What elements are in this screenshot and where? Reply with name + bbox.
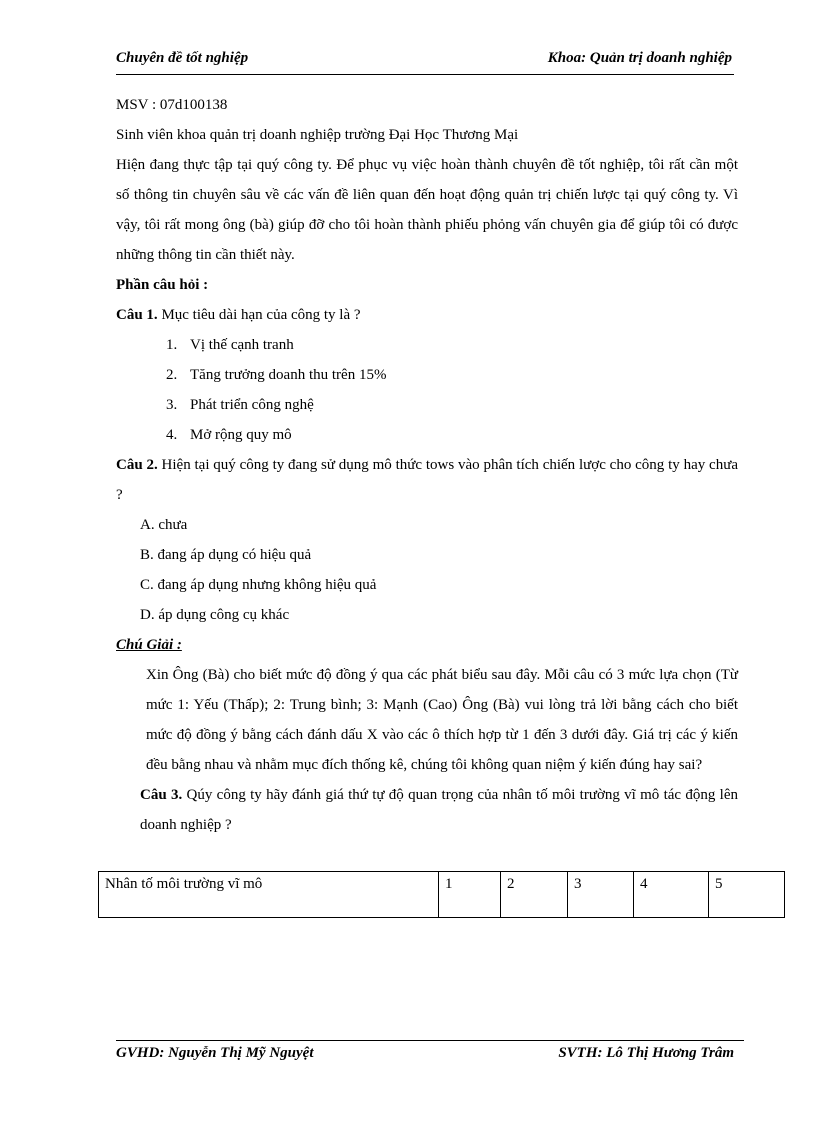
question-1-label: Câu 1. xyxy=(116,307,158,323)
table-header-factor: Nhân tố môi trường vĩ mô xyxy=(99,872,439,918)
rating-table xyxy=(98,871,785,918)
document-body xyxy=(116,90,738,840)
page-footer xyxy=(116,1040,744,1071)
table-header-2: 2 xyxy=(501,872,568,918)
option-a: A. chưa xyxy=(140,517,188,533)
question-1 xyxy=(116,300,738,330)
footer-advisor: GVHD: Nguyễn Thị Mỹ Nguyệt xyxy=(116,1045,314,1061)
question-3 xyxy=(116,780,738,840)
header-right-title: Khoa: Quản trị doanh nghiệp xyxy=(547,50,732,66)
student-id: MSV : 07d100138 xyxy=(116,97,228,113)
list-item: 1. Vị thế cạnh tranh xyxy=(166,337,294,353)
option-c: C. đang áp dụng nhưng không hiệu quả xyxy=(140,577,377,593)
header-left-title: Chuyên đề tốt nghiệp xyxy=(116,50,249,66)
intro-paragraph: Hiện đang thực tập tại quý công ty. Để phục vụ việc hoàn thành chuyên đề tốt nghiệp, tôi rất cần một số thông tin chuyên sâu về các vấn đề liên quan đến hoạt động quản trị chiến lược tại quý công ty. Vì vậy, tôi rất mong ông (bà) giúp đỡ cho tôi hoàn thành phiếu phỏng vấn chuyên gia để giúp tôi có được những thông tin cần thiết này. xyxy=(116,157,738,263)
table-row xyxy=(99,872,785,918)
page-header xyxy=(116,46,734,75)
question-2-text: Hiện tại quý công ty đang sử dụng mô thức tows vào phân tích chiến lược cho công ty hay chưa ? xyxy=(116,457,738,503)
table-header-5: 5 xyxy=(709,872,785,918)
question-2-label: Câu 2. xyxy=(116,457,158,473)
question-1-list xyxy=(116,330,738,450)
note-text: Xin Ông (Bà) cho biết mức độ đồng ý qua các phát biểu sau đây. Mỗi câu có 3 mức lựa chọn (Từ mức 1: Yếu (Thấp); 2: Trung bình; 3: Mạnh (Cao) Ông (Bà) vui lòng trả lời bằng cách cho biết mức độ đồng ý bằng cách đánh dấu X vào các ô thích hợp từ 1 đến 3 dưới đây. Giá trị các ý kiến đều bằng nhau và nhằm mục đích thống kê, chúng tôi không quan niệm ý kiến đúng hay sai? xyxy=(146,667,738,773)
table-header-1: 1 xyxy=(439,872,501,918)
question-2-options xyxy=(116,510,738,630)
note-title: Chú Giải : xyxy=(116,637,182,653)
question-1-text: Mục tiêu dài hạn của công ty là ? xyxy=(161,307,361,323)
option-d: D. áp dụng công cụ khác xyxy=(140,607,290,623)
table-header-4: 4 xyxy=(634,872,709,918)
note-title-line xyxy=(116,630,738,660)
question-3-label: Câu 3. xyxy=(140,787,183,803)
list-item: 4. Mở rộng quy mô xyxy=(166,427,292,443)
table-header-3: 3 xyxy=(568,872,634,918)
list-item: 2. Tăng trưởng doanh thu trên 15% xyxy=(166,367,387,383)
question-2 xyxy=(116,450,738,510)
option-b: B. đang áp dụng có hiệu quả xyxy=(140,547,312,563)
list-item: 3. Phát triển công nghệ xyxy=(166,397,314,413)
footer-student: SVTH: Lô Thị Hương Trâm xyxy=(558,1045,734,1061)
intro-line: Sinh viên khoa quản trị doanh nghiệp trường Đại Học Thương Mại xyxy=(116,127,519,143)
question-3-text: Qúy công ty hãy đánh giá thứ tự độ quan trọng của nhân tố môi trường vĩ mô tác động lên doanh nghiệp ? xyxy=(140,787,738,833)
section-title: Phần câu hỏi : xyxy=(116,277,209,293)
